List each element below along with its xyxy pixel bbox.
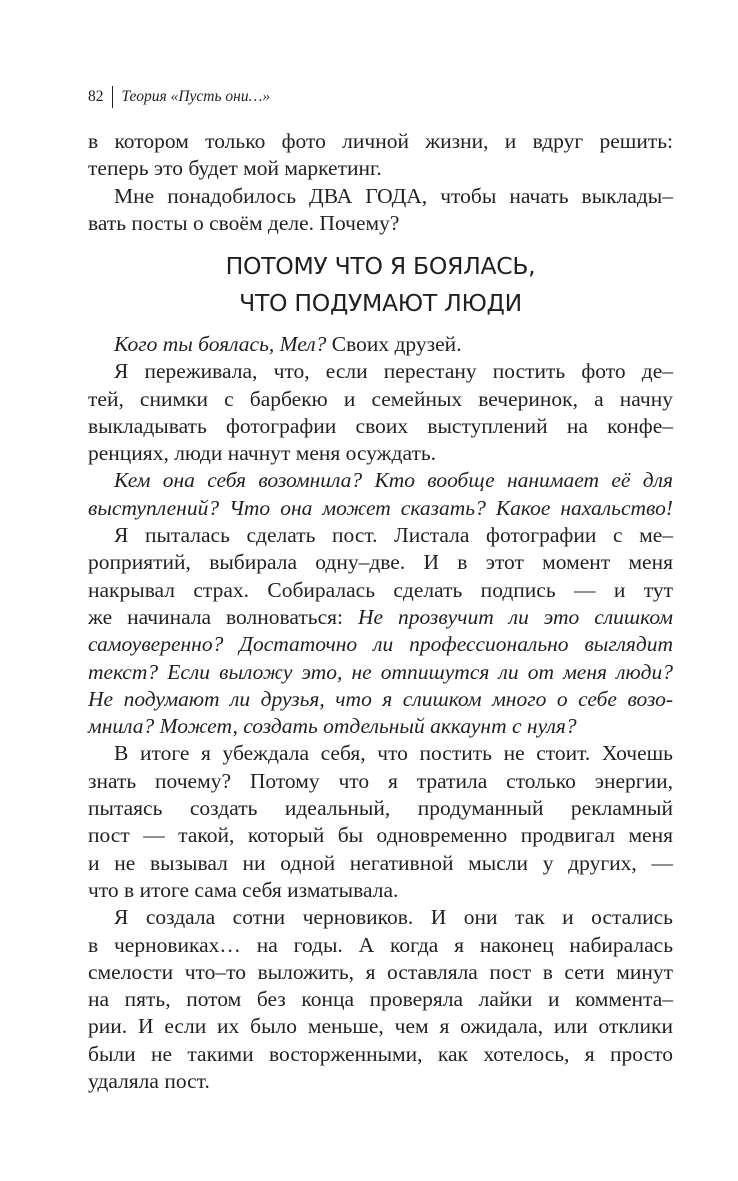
text-line <box>88 386 673 413</box>
text-run: тей, снимки с барбекю и семейных вечеринок, а начну <box>88 386 673 411</box>
text-run: Мне понадобилось ДВА ГОДА, чтобы начать выклады– <box>114 183 673 208</box>
text-run: накрывал страх. Собиралась сделать подпись — и тут <box>88 577 673 602</box>
text-run: Я создала сотни черновиков. И они так и остались <box>114 905 673 930</box>
text-line <box>88 686 673 713</box>
running-head <box>88 86 270 108</box>
text-run: Я пыталась сделать пост. Листала фотографии с ме– <box>114 523 673 548</box>
italic-text: мнила? Может, создать отдельный аккаунт с нуля? <box>88 714 577 739</box>
text-line <box>88 1013 673 1040</box>
italic-text: самоуверенно? Достаточно ли профессионально выглядит <box>88 632 673 657</box>
text-run: вать посты о своём деле. Почему? <box>88 210 400 235</box>
italic-text: Кого ты боялась, Мел? <box>114 332 327 356</box>
text-run: Своих друзей. <box>326 332 462 356</box>
text-line <box>88 467 673 494</box>
text-line <box>88 631 673 658</box>
text-line <box>88 358 673 385</box>
italic-text: текст? Если выложу это, не отпишутся ли от меня люди? <box>88 659 673 684</box>
text-run: в черновиках… на годы. А когда я наконец набиралась <box>88 932 673 957</box>
section-heading-line: ПОТОМУ ЧТО Я БОЯЛАСЬ, <box>225 252 536 280</box>
text-line <box>88 1041 673 1068</box>
text-run: теперь это будет мой маркетинг. <box>88 156 382 181</box>
italic-text: выступлений? Что она может сказать? Какое нахальство! <box>88 495 673 520</box>
text-line <box>88 155 673 182</box>
text-run: и не вызывал ни одной негативной мысли у других, — <box>88 850 673 875</box>
text-line <box>88 959 673 986</box>
italic-text: Кем она себя возомнила? Кто вообще нанимает её для <box>114 468 673 493</box>
section-heading-line: ЧТО ПОДУМАЮТ ЛЮДИ <box>239 289 522 317</box>
text-line <box>88 850 673 877</box>
text-line <box>88 659 673 686</box>
text-line <box>88 713 673 740</box>
text-run: знать почему? Потому что я тратила столько энергии, <box>88 768 673 793</box>
text-run: были не такими восторженными, как хотелось, я просто <box>88 1041 673 1066</box>
text-line <box>88 128 673 155</box>
text-line <box>88 822 673 849</box>
running-head-title: Теория «Пусть они…» <box>121 88 271 105</box>
text-run: рии. И если их было меньше, чем я ожидала, или отклики <box>88 1014 673 1039</box>
text-run: ренциях, люди начнут меня осуждать. <box>88 441 437 466</box>
text-line <box>88 795 673 822</box>
text-line <box>88 604 673 631</box>
text-run: роприятий, выбирала одну–две. И в этот момент меня <box>88 550 673 575</box>
italic-text: Не подумают ли друзья, что я слишком много о себе возо- <box>88 686 673 711</box>
body-text-intro <box>88 128 673 237</box>
text-run: В итоге я убеждала себя, что постить не стоит. Хочешь <box>114 741 673 766</box>
text-run: же начинала волноваться: <box>88 604 358 629</box>
section-heading <box>88 248 673 322</box>
text-line <box>88 768 673 795</box>
text-line <box>88 1068 673 1095</box>
text-run: выкладывать фотографии своих выступлений на конфе– <box>88 413 673 438</box>
body-text-section <box>88 331 673 1095</box>
page-number: 82 <box>88 88 104 105</box>
text-line <box>88 331 673 358</box>
text-line <box>88 549 673 576</box>
text-line <box>88 522 673 549</box>
text-run: пост — такой, который бы одновременно продвигал меня <box>88 823 673 848</box>
text-line <box>88 877 673 904</box>
text-line <box>88 986 673 1013</box>
italic-text: Не прозвучит ли это слишком <box>357 604 674 629</box>
text-line <box>88 904 673 931</box>
text-run: Я переживала, что, если перестану постить фото де– <box>114 359 673 384</box>
text-line <box>88 183 673 210</box>
text-line <box>88 495 673 522</box>
text-line <box>88 577 673 604</box>
text-run: смелости что–то выложить, я оставляла пост в сети минут <box>88 959 673 984</box>
text-line <box>88 932 673 959</box>
text-run: на пять, потом без конца проверяла лайки и коммента– <box>88 987 673 1012</box>
text-run: пытаясь создать идеальный, продуманный рекламный <box>88 796 673 821</box>
text-line <box>88 440 673 467</box>
text-run: в котором только фото личной жизни, и вдруг решить: <box>88 129 673 153</box>
text-line <box>88 413 673 440</box>
running-head-divider <box>112 86 113 108</box>
text-line <box>88 740 673 767</box>
text-run: удаляла пост. <box>88 1069 210 1094</box>
text-line <box>88 210 673 237</box>
text-run: что в итоге сама себя изматывала. <box>88 877 399 902</box>
